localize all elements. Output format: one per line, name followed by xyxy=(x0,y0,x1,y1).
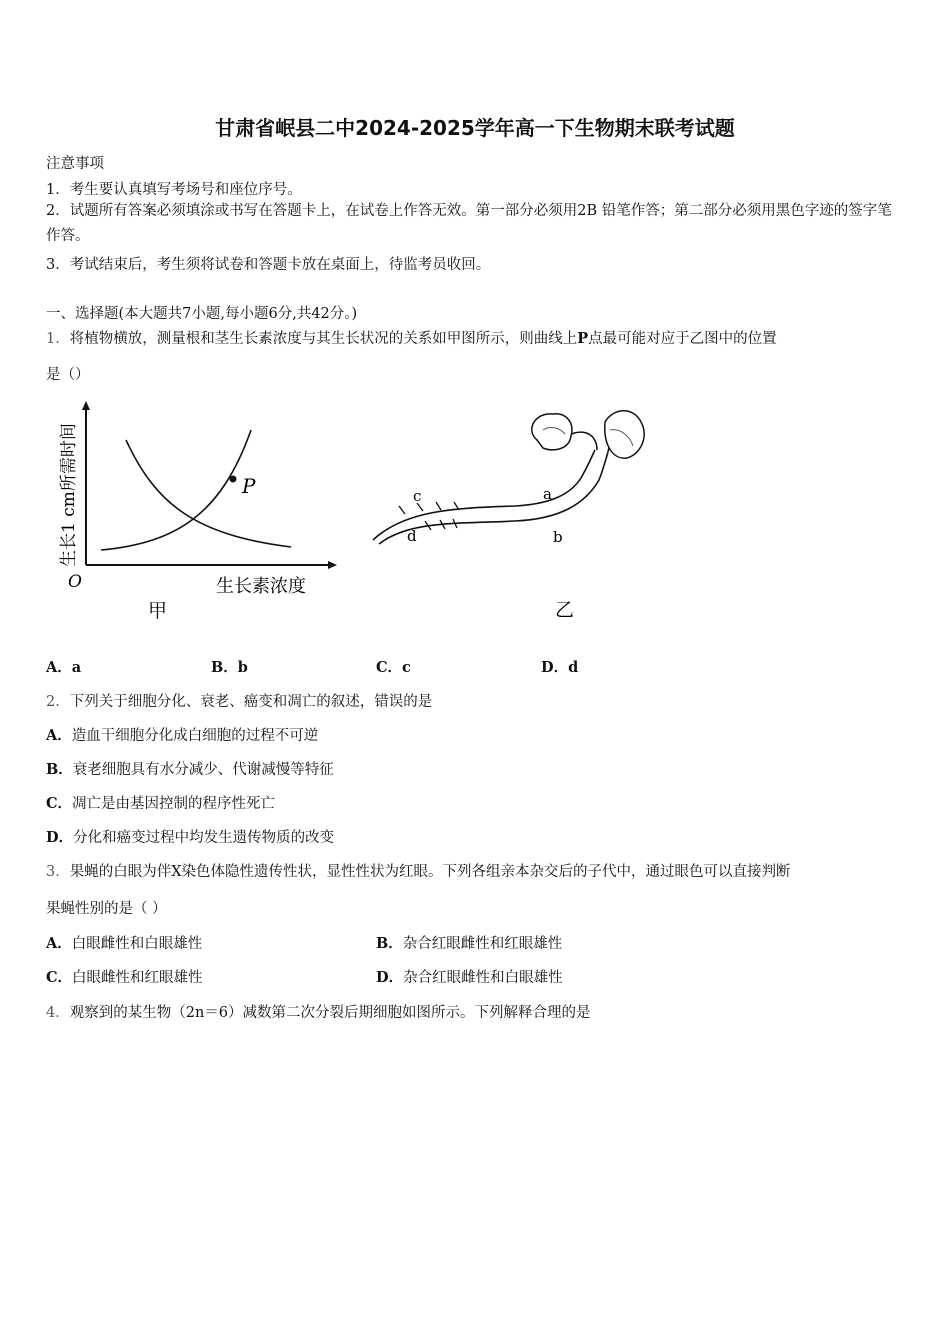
figure-jia xyxy=(46,395,346,630)
label-c: c xyxy=(413,487,422,505)
origin-label: O xyxy=(68,572,82,592)
q4-stem xyxy=(46,1001,591,1022)
page-title: 甘肃省岷县二中2024-2025学年高一下生物期末联考试题 xyxy=(215,116,735,140)
q1-option-a-text: a xyxy=(71,659,82,676)
point-p-label: P xyxy=(242,474,256,498)
notice-heading: 注意事项 xyxy=(46,156,104,172)
q2-option-c-text: 凋亡是由基因控制的程序性死亡 xyxy=(72,796,276,812)
q2-option-b-label: B． xyxy=(46,761,73,778)
q1-number: 1． xyxy=(46,331,70,347)
label-a: a xyxy=(543,485,552,503)
x-axis-label: 生长素浓度 xyxy=(216,576,306,597)
q1-option-c-label: C． xyxy=(376,659,403,676)
y-axis-arrow xyxy=(82,401,90,410)
q3-option-d[interactable] xyxy=(376,966,563,987)
q3-stem-a: 果蝇的白眼为伴X染色体隐性遗传性状，显性性状为红眼。下列各组亲本杂交后的子代中，通过眼色可以直接判断 xyxy=(69,864,791,880)
q1-option-b[interactable] xyxy=(211,656,248,677)
curve-increasing xyxy=(101,430,251,550)
q1-stem-b: 点最可能对应于乙图中的位置 xyxy=(588,331,777,347)
notice-item-2: 2．试题所有答案必须填涂或书写在答题卡上，在试卷上作答无效。第一部分必须用2B 铅笔作答；第二部分必须用黑色字迹的签字笔作答。 xyxy=(46,203,892,244)
q3-option-a-label: A． xyxy=(46,935,72,952)
q3-number: 3． xyxy=(46,864,70,880)
q1-option-a[interactable] xyxy=(46,656,81,677)
q4-stem-text: 观察到的某生物（2n＝6）减数第二次分裂后期细胞如图所示。下列解释合理的是 xyxy=(69,1005,591,1021)
q1-option-b-text: b xyxy=(237,659,248,676)
q2-stem xyxy=(46,690,432,711)
q3-option-b[interactable] xyxy=(376,932,562,953)
q3-option-b-label: B． xyxy=(376,935,403,952)
q2-option-a-text: 造血干细胞分化成白细胞的过程不可逆 xyxy=(71,728,319,744)
q2-number: 2． xyxy=(46,694,70,710)
q2-option-d-text: 分化和癌变过程中均发生遗传物质的改变 xyxy=(73,830,335,846)
figure-yi xyxy=(365,400,665,625)
q3-stem xyxy=(46,860,791,881)
q1-stem-p: P xyxy=(577,330,589,347)
q2-option-a[interactable] xyxy=(46,724,318,745)
q2-option-c[interactable] xyxy=(46,792,275,813)
q3-option-a[interactable] xyxy=(46,932,202,953)
leaf-left-icon xyxy=(532,414,572,450)
q2-stem-text: 下列关于细胞分化、衰老、癌变和凋亡的叙述，错误的是 xyxy=(69,694,433,710)
q3-option-d-text: 杂合红眼雌性和白眼雄性 xyxy=(403,970,563,986)
q4-number: 4． xyxy=(46,1005,70,1021)
q3-option-d-label: D． xyxy=(376,969,404,986)
label-d: d xyxy=(407,527,417,545)
q1-stem-end: 是（） xyxy=(46,367,90,383)
q1-stem xyxy=(46,327,777,348)
q2-option-d-label: D． xyxy=(46,829,74,846)
section-heading: 一、选择题(本大题共7小题,每小题6分,共42分。) xyxy=(46,306,358,322)
q3-option-c-label: C． xyxy=(46,969,73,986)
q1-option-d-text: d xyxy=(568,659,579,676)
point-p xyxy=(230,476,237,483)
x-axis-arrow xyxy=(328,561,337,569)
q1-option-a-label: A． xyxy=(46,659,72,676)
q2-option-b-text: 衰老细胞具有水分减少、代谢减慢等特征 xyxy=(72,762,334,778)
figure-yi-caption: 乙 xyxy=(555,599,575,621)
figure-jia-caption: 甲 xyxy=(148,600,168,622)
q2-option-a-label: A． xyxy=(46,727,72,744)
label-b: b xyxy=(553,528,563,546)
leaf-right-icon xyxy=(605,411,644,458)
q3-option-c[interactable] xyxy=(46,966,203,987)
q3-option-c-text: 白眼雌性和红眼雄性 xyxy=(72,970,203,986)
q3-stem-end: 果蝇性别的是（ ） xyxy=(46,901,167,917)
q2-option-d[interactable] xyxy=(46,826,334,847)
notice-item-1: 1．考生要认真填写考场号和座位序号。 xyxy=(46,182,302,198)
q1-option-c[interactable] xyxy=(376,656,411,677)
q1-option-d[interactable] xyxy=(541,656,578,677)
q1-stem-a: 将植物横放，测量根和茎生长素浓度与其生长状况的关系如甲图所示，则曲线上 xyxy=(69,331,578,347)
y-axis-label: 生长1 cm所需时间 xyxy=(59,423,79,567)
curve-decreasing xyxy=(126,440,291,547)
q3-option-b-text: 杂合红眼雌性和红眼雄性 xyxy=(402,936,563,952)
q2-option-b[interactable] xyxy=(46,758,334,779)
q1-option-b-label: B． xyxy=(211,659,238,676)
notice-item-3: 3．考试结束后，考生须将试卷和答题卡放在桌面上，待监考员收回。 xyxy=(46,257,491,273)
q1-option-d-label: D． xyxy=(541,659,569,676)
q2-option-c-label: C． xyxy=(46,795,73,812)
q1-option-c-text: c xyxy=(402,659,411,676)
q3-option-a-text: 白眼雌性和白眼雄性 xyxy=(71,936,203,952)
